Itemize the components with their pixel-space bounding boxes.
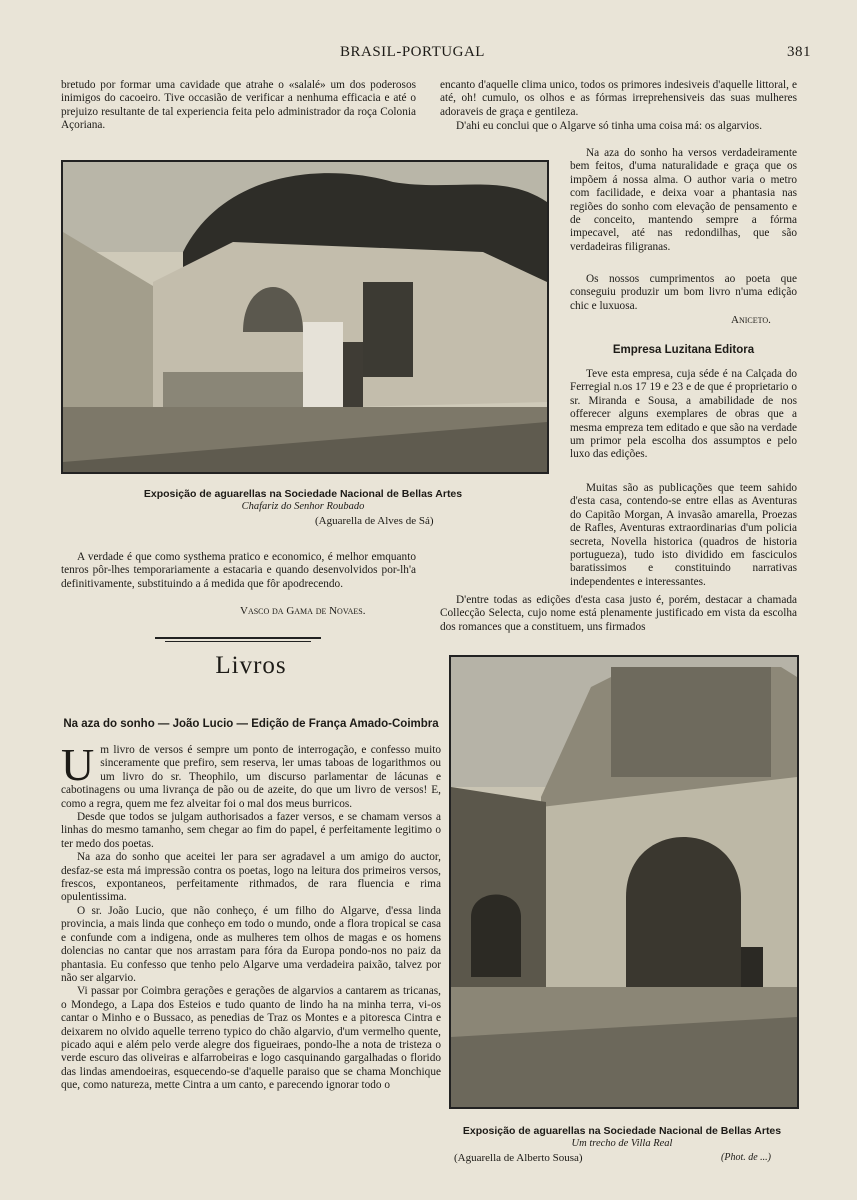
figure1-title: Chafariz do Senhor Roubado <box>241 501 365 512</box>
livros-p4: O sr. João Lucio, que não conheço, é um filho do Algarve, d'essa linda provincia, a mais linda que conheço em todo o mundo, onde a flora tropical se casa e confunde com a indigena, onde as mulheres tem olhos de magas e os homens dolencias no cantar que nos arrastam para fóra da Europa pondo-nos no paiz da phantasia. Eu confesso que tenho pelo Algarve uma verdadeira paixão, talvez por não ser algarvio. <box>61 904 441 984</box>
figure2-title: Um trecho de Villa Real <box>571 1138 673 1149</box>
figure2-heading: Exposição de aguarellas na Sociedade Nacional de Bellas Artes <box>462 1125 782 1137</box>
empresa-p2-part: Muitas são as publicações que teem sahido d'esta casa, contendo-se entre ellas as Aventuras do Capitão Morgan, A invasão amarella, Proezas de Rafles, Aventuras extraordinarias d'um policia secreta, Novella historica (quadros de historia portugueza), tudo isto dividido em fasciculos baratissimos e constituindo narrativas independentes e interessantes. <box>570 482 797 588</box>
right-top-p4: Os nossos cumprimentos ao poeta que conseguiu produzir um bom livro n'uma edição chic e luxuosa. <box>570 273 797 312</box>
watercolor-fountain-illustration <box>63 162 547 472</box>
livros-p1: m livro de versos é sempre um ponto de interrogação, e confesso muito sinceramente que prefiro, sem reserva, ler umas taboas de logarithmos ou um livro do sr. Theophilo, um discurso parlamentar de lácunas e cabotinagens ou uma livrança de pão ou de azeite, do que um livro de versos! E, como a regra, quem me fez alveitar foi o mal dos meus burricos. <box>61 744 441 810</box>
livros-title: Livros <box>215 652 287 679</box>
right-top-p1: encanto d'aquelle clima unico, todos os primores indesiveis d'aquelle littoral, e até, oh! cumulo, os olhos e as fórmas irreprehensiveis das suas mulheres adoraveis de graça e gentileza. <box>440 79 797 118</box>
dropcap: U <box>61 739 95 790</box>
livros-p5: Vi passar por Coimbra gerações e gerações de algarvios a cantarem as tricanas, o Mondego, a Lapa dos Esteios e tudo quanto de lindo ha na minha terra, vi-os cantar o Minho e o Bussaco, as penedias de Traz os Montes e a pitoresca Cintra e deixarem no olvido aquelle terreno typico do chão algarvio, d'um vermelho quente, picado aqui e além pelo verde alegre dos figueiraes, pondo-lhe a nota de tristeza o verde escuro das oliveiras e alfarrobeiras e logo casquinando gargalhadas o florido das lindas amendoeiras, esquecendo-se d'aquelle paraiso que se chama Monchique que, como natureza, mette Cintra a um canto, e parecendo ignorar todo o <box>61 985 441 1092</box>
empresa-p3: D'entre todas as edições d'esta casa justo é, porém, destacar a chamada Collecção Selecta, cujo nome está plenamente justificado em vista da escolha dos romances que a constituem, uns firmados <box>440 594 797 633</box>
left-mid-paragraph: A verdade é que como systhema pratico e economico, é melhor emquanto tenros pôr-lhes temporariamente a estacaria e quando desenvolvidos por-lh'a definitivamente, substituindo a á medida que fôr apodrecendo. <box>61 551 416 590</box>
livros-subheading: Na aza do sonho — João Lucio — Edição de França Amado-Coimbra <box>63 718 439 730</box>
figure1-credit: (Aguarella de Alves de Sá) <box>315 515 434 527</box>
figure2-photo-credit: (Phot. de ...) <box>721 1152 771 1163</box>
figure-villa-real-image <box>449 655 799 1109</box>
livros-p3: Na aza do sonho que aceitei ler para ser agradavel a um amigo do auctor, desfaz-se esta má impressão contra os poetas, logo na leitura dos primeiros versos, frescos, expontaneos, perfeitamente rithmados, de rara fluencia e rima opulentissima. <box>61 851 441 904</box>
signature-aniceto: Aniceto. <box>731 314 771 326</box>
signature-vasco: Vasco da Gama de Novaes. <box>240 605 366 617</box>
right-top-p2: D'ahi eu conclui que o Algarve só tinha uma coisa má: os algarvios. <box>456 120 763 132</box>
right-top-p3: Na aza do sonho ha versos verdadeiramente bem feitos, d'uma naturalidade e graça que os impõem á nossa alma. O author varia o metro com facilidade, e deixa voar a phantasia nas regiões do sonho com elevação de pensamento e de conceito, mantendo sempre a fórma impecavel, até nas redondilhas, que são verdadeiras filigranas. <box>570 147 797 253</box>
left-top-paragraph: bretudo por formar uma cavidade que atrahe o «salalé» um dos poderosos inimigos do cacoeiro. Tive occasião de verificar a nenhuma efficacia e até o prejuizo resultante de tal experiencia feita pelo administrador da roça Colonia Açoriana. <box>61 79 416 132</box>
figure2-credit: (Aguarella de Alberto Sousa) <box>454 1152 583 1164</box>
livros-p2: Desde que todos se julgam authorisados a fazer versos, e se chamam versos a linhas do mesmo tamanho, sem chegar ao fim do papel, é perfeitamente legitimo o ter medo dos poetas. <box>61 811 441 850</box>
running-header: BRASIL-PORTUGAL <box>340 44 485 60</box>
watercolor-church-illustration <box>451 657 797 1107</box>
page-number: 381 <box>787 44 811 60</box>
figure-chafariz-image <box>61 160 549 474</box>
empresa-p1: Teve esta empresa, cuja séde é na Calçada do Ferregial n.os 17 19 e 23 e de que é proprietario o sr. Miranda e Sousa, a amabilidade de nos offerecer alguns exemplares de obras que a mesma empreza tem editado e que são na verdade um primor pela escolha dos assumptos e pelo luxo das edições. <box>570 368 797 461</box>
livros-body <box>61 739 441 1093</box>
empresa-heading: Empresa Luzitana Editora <box>612 344 755 356</box>
figure1-heading: Exposição de aguarellas na Sociedade Nacional de Bellas Artes <box>143 488 463 500</box>
rule-top <box>155 637 321 639</box>
rule-top-2 <box>165 641 311 642</box>
